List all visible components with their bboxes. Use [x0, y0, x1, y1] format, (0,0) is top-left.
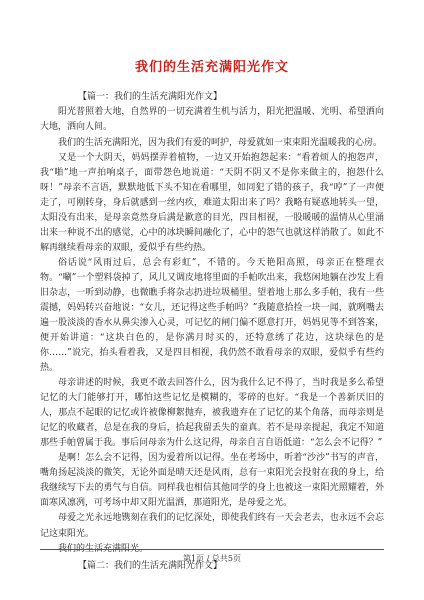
paragraph-4: 俗话说“风雨过后，总会有彩虹”，不错的。今天艳阳高照，母亲正在整理衣物。“唰”一个塑料袋掉了，风儿又调皮地将里面的手帕吹出来，我悠闲地躺在沙发上看旧杂志，一听到动静，也微瞧手将杂志扔进垃圾桶里。望着地上那么多手帕，我有一些震撼，妈妈转兴奋地说：“女儿，还记得这些手帕吗？”我随意拾捡一块一闻，就咧嘴去遍一股淡淡的香水从鼻尖渗入心灵，可记忆的闸门偏不愿意打开，妈妈见等不到答案，便开始讲道：“这块白色的，是你满月时买的，还特意绣了花边，这块绿色的是你……”说完，抬头看着我，又是四目相视，我仍然不敢看母亲的双眼，爱似乎有些约热。	[40, 258, 384, 374]
paragraph-6: 是啊！怎么会不记得，因为爱着所以记得。坐在考场中，听着“沙沙”书写的声音，嘴角扬起淡淡的微笑，无论外面是晴天还是风雨，总有一束阳光会投射在我的身上，给我继续写下去的勇气与自信。同样我也相信其他同学的身上也被这一束阳光照耀着，外面寒风凛冽，可考场中却又阳光温洒，那道阳光，是母爱之光。	[40, 453, 384, 509]
section-heading-2: 【篇二：我们的生活充满阳光作文】	[78, 561, 223, 572]
page-footer: 第1页 / 总共5页	[40, 549, 384, 564]
document-title: 我们的生活充满阳光作文	[134, 60, 289, 75]
paragraph-7: 母爱之光永远地镌刻在我们的记忆深处，即使我们终有一天会老去，也永远不会忘记这束阳光。	[40, 513, 384, 539]
section-heading-1: 【篇一：我们的生活充满阳光作文】	[78, 92, 223, 102]
paragraph-1: 阳光普照着大地，自然界的一切充满着生机与活力，阳光把温暖、光明、希望洒向大地，洒向人间。	[40, 107, 384, 133]
paragraph-2: 我们的生活充满阳光，因为我们有爱的呵护，母爱就如一束束阳光温暖我的心房。	[58, 137, 383, 148]
paragraph-3: 又是一个大阴天，妈妈摆弄着植物，一边又开始抱怨起来：“看着烦人的抱怨声，我“啪”地一声拍响桌子，面带怨色地说道：“天阴不阴又不是你来做主的，抱怨什么呀！”母亲不言语，默默地低下头不知在看哪里，如同犯了错的孩子，我“哼”了一声便走了，可刚转身，身后就感到一丝内疚，难道太阳出来了吗？我略有疑惑地转头一望，太阳没有出来，是母亲竟然身后满是歉意的目光，四目相视，一股暖暖的温情从心里涌出来一种说不出的感觉，心中的冰块瞬间融化了，心中的怨气也就这样消散了。如此不解再继续看母亲的双眼，爱似乎有些约热。	[40, 153, 384, 254]
paragraph-8: 我们的生活充满阳光。	[58, 544, 149, 555]
paragraph-5: 母亲讲述的时候，我更不敢去回答什么，因为我什么记不得了，当时我是多么希望记忆的大门能够打开，哪怕这些记忆是模糊的，零碎的也好。“我是一个善新厌旧的人，那点不起眼的记忆或许被像柳絮抛弃，被我遗弃在了记忆的某个角落，而母亲则是记忆的收藏者，总是在我的身后，拾起我留丢失的童真。若不是母亲提起，我定不知道那些手帕曾属于我。事后问母亲为什么这记得，母亲自言自语低道：“怎么会不记得？”	[40, 378, 384, 449]
